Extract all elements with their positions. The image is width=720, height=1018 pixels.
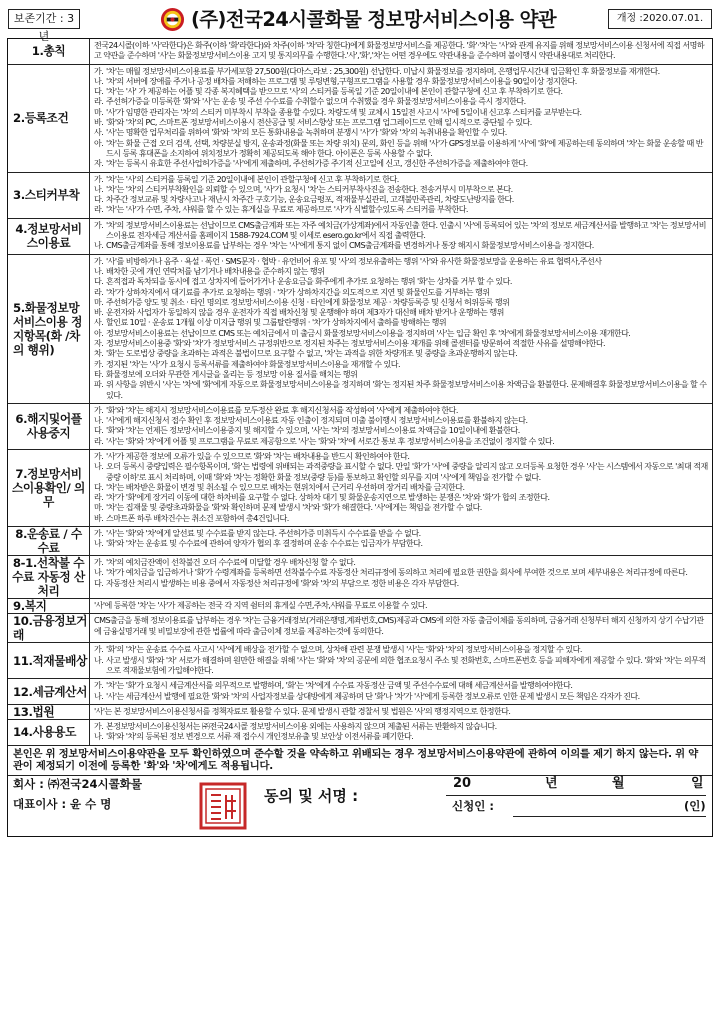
clause-item <box>94 681 708 691</box>
section-label: 5.화물정보망 서비스이용 정지항목(화 /차의 행위) <box>8 255 90 403</box>
section-label: 4.정보망서비 스이용료 <box>8 219 90 254</box>
clause-item <box>94 426 708 436</box>
section-row <box>8 705 712 720</box>
section-content <box>90 599 712 613</box>
clause-marker: 바. <box>94 118 104 128</box>
section-label: 3.스티커부착 <box>8 173 90 218</box>
seal-mark: (인) <box>684 798 706 813</box>
clause-item <box>94 601 708 611</box>
clause-text: '사'에 등록한 '차'는 '사'가 제공하는 전국 각 지역 쉼터의 휴게실 수면,주차,샤워를 무료로 이용할 수 있다. <box>94 601 428 611</box>
clause-item <box>94 77 708 87</box>
clause-item <box>94 175 708 185</box>
clause-item <box>94 139 708 160</box>
clause-item <box>94 416 708 426</box>
clause-text: 스마트폰 하루 배차건수는 취소건 포함하여 총4건입니다. <box>106 513 289 523</box>
clause-item <box>94 732 708 742</box>
clause-marker: 다. <box>94 195 104 205</box>
clause-marker: 나. <box>94 241 104 251</box>
clause-text: '차'는 '화'가 요청시 세금계산서를 의무적으로 발행하며, '화'는 '차'에게 수수료 자동정산 금액 및 주선수수료에 대해 세금계산서를 발행하여야한다. <box>106 681 573 691</box>
clause-text: '화'와 '차'는 운송료 및 수수료에 관하여 양자가 협의 후 결정하며 운송 수수료는 입금자가 부담한다. <box>106 539 423 549</box>
section-row <box>8 643 712 679</box>
clause-text: '사'는 '화'와 '차'에게 알선료 및 수수료를 받지 않는다. 주선허가증 미취득시 수수료를 받을 수 없다. <box>106 529 421 539</box>
clause-text: '사'가 임명한 관리자는 '차'의 스티커 미부착시 부착을 종용할 수있다. 차량도색 및 교체시 15일전 사고시 '사'에 5일이내 신고후 스티커를 교부받는다. <box>106 107 582 117</box>
clause-item <box>94 159 708 169</box>
clause-item <box>94 288 708 298</box>
clause-item <box>94 257 708 267</box>
clause-text: '사'가 제공한 정보에 오류가 있을 수 있으므로 '화'와 '차'는 배차내용을 반드시 확인하여야 한다. <box>106 451 410 461</box>
clause-text: 화물정보에 오더와 무관한 게시글을 올리는 등 정보망 이용 질서를 해치는 행위 <box>106 369 358 379</box>
clause-marker: 나. <box>94 655 104 665</box>
clause-item <box>94 529 708 539</box>
clause-text: '화'와 '차'의 등록된 정보 변경으로 서류 재 접수시 개인정보유출 및 보안상 이전서류를 폐기한다. <box>106 732 414 742</box>
clause-text: 차주간 정보교류 및 차량사고나 재난시 차주간 구호기능, 운송요금평포, 적재물부실관리, 고객불만족관리, 차량도난방지를 한다. <box>106 195 514 205</box>
clause-marker: 아. <box>94 138 104 148</box>
clause-item <box>94 67 708 77</box>
signature-area <box>8 776 712 836</box>
section-label: 10.금융정보거 래 <box>8 614 90 642</box>
company-name: 회사 : ㈜전국24시콜화물 <box>13 776 142 791</box>
clause-item <box>94 277 708 287</box>
clause-text: '화'의 '차'는 운송료 수수료 사고시 '사'에게 배상을 전가할 수 없으며, 상차해 관련 분쟁 발생시 '사'는 '화'와 '차'의 정보망서비스이용을 정지할 수 있다. <box>106 645 582 655</box>
section-label: 7.정보망서비 스이용확인/ 의무 <box>8 450 90 526</box>
clause-text: 주선허가증을 미등록한 '화'와 '사'는 운송 및 주선 수수료를 수취할수 없으며 수취했을 경우 화물정보망서비스이용을 즉시 정지한다. <box>106 97 526 107</box>
section-row <box>8 527 712 556</box>
clause-marker: 가. <box>94 681 104 691</box>
clause-marker: 나. <box>94 266 104 276</box>
clause-marker: 차. <box>94 349 104 359</box>
clause-item <box>94 539 708 549</box>
clause-item <box>94 97 708 107</box>
clause-item <box>94 267 708 277</box>
clause-item <box>94 108 708 118</box>
section-content <box>90 450 712 526</box>
date-month-label: 월 <box>612 775 625 791</box>
company-logo-icon <box>160 7 185 32</box>
clause-item <box>94 380 708 401</box>
clause-marker: 라. <box>94 493 104 503</box>
clause-marker: 마. <box>94 503 104 513</box>
section-row <box>8 720 712 746</box>
section-label: 8-1.선착불 수 수료 자동정 산 처리 <box>8 556 90 598</box>
section-row <box>8 614 712 643</box>
section-content <box>90 556 712 598</box>
section-content <box>90 404 712 449</box>
clause-text: 사고 발생시 '화'와 '차' 서로가 해결하며 원만한 해결을 위해 '사'는 '화'와 '차'의 공문에 의한 협조요청시 주소 및 전화번호, 스마트폰번호 등을 피해자에게 제공할 수 있다. '화'와 '차'는 의무적으로 적재물보험에 가입해야한다. <box>106 655 706 675</box>
clause-text: 주선허가증 양도 및 취소 · 타인 명의로 정보망서비스이용 신청 · 타인에게 화물정보 제공 · 차량등록증 및 신청서 허위등록 행위 <box>106 297 510 307</box>
clause-item <box>94 692 708 702</box>
clause-text: 본정보망서비스이용신청서는 ㈜전국24시콜 정보망서비스이용 외에는 사용하지 않으며 제출된 서류는 반환하지 않습니다. <box>106 722 497 732</box>
clause-item <box>94 308 708 318</box>
clause-marker: 가. <box>94 220 104 230</box>
clause-text: CMS출금계좌를 통해 정보이용료를 납부하는 경우 '차'는 '사'에게 통지 없이 CMS출금계좌를 변경하거나 통장 해지시 화물정보망서비스이용을 정지한다. <box>106 241 594 251</box>
clause-text: 정보망서비스이용료는 선납이므로 CMS 또는 예치금에서 미 출금시 화물정보망서비스이용을 정지하며 '사'는 입금 확인 후 '차'에게 화물정보망서비스이용 재개한다. <box>106 328 631 338</box>
clause-text: 혼적접과 독차되을 동시에 접고 상차지에 들어가거나 운송요금을 화주에게 추가로 요청하는 행위 '화'는 상차를 거부 할 수 있다. <box>106 277 512 287</box>
ceo-name: 대표이사 : 윤 수 명 <box>13 796 112 811</box>
clause-marker: 라. <box>94 436 104 446</box>
clause-item <box>94 452 708 462</box>
clause-marker: 나. <box>94 462 104 472</box>
clause-marker: 라. <box>94 205 104 215</box>
clause-marker: 라. <box>94 287 104 297</box>
clause-text: 할인료 10일 · 운송료 1개월 이상 미지급 행위 및 그룹탈란행위 · '차'가 상하차지에서 출하를 방해하는 행위 <box>106 318 447 328</box>
clause-text: '사'를 비방하거나 음주 · 욕설 · 폭언 · SMS문자 · 협박 · 유언비어 유포 및 '사'의 정보유출하는 행위 '사'와 유사한 화물정보망을 운용하는 유료 협력사,주선사 <box>106 256 602 266</box>
section-label: 11.적재물배상 <box>8 643 90 678</box>
date-prefix: 20 <box>453 775 472 791</box>
clause-text: '사'는 본 정보망서비스이용신청서를 정책자료로 활용할 수 있다. 문제 발생시 관할 경찰서 및 법원은 '사'의 행정지역으로 한정한다. <box>94 706 511 716</box>
date-underline <box>446 795 706 796</box>
clause-item <box>94 298 708 308</box>
section-row <box>8 65 712 173</box>
clause-marker: 다. <box>94 426 104 436</box>
document-title: (주)전국24시콜화물 정보망서비스이용 약관 <box>191 8 556 31</box>
retention-period: 보존기간 : 3년 <box>8 9 80 29</box>
section-row <box>8 173 712 219</box>
clause-text: '사'는 '화'와 '차'에게 어플 및 프로그램을 무료로 제공함으로 '사'는 '화'와 '차'에 서로간 통보 후 정보망서비스이용을 조건없이 정지할 수 있다. <box>106 436 555 446</box>
clause-item <box>94 437 708 447</box>
section-label: 12.세금계산서 <box>8 679 90 704</box>
section-content <box>90 219 712 254</box>
section-row <box>8 450 712 527</box>
clause-item <box>94 503 708 513</box>
clause-item <box>94 195 708 205</box>
clause-item <box>94 339 708 349</box>
section-content <box>90 679 712 704</box>
clause-text: '사'에게 해지신청서 접수 확인 후 정보망서비스이용료 자동 인출이 정지되며 미출 불이행시 정보망서비스이용료를 환불하지 않는다. <box>106 416 528 426</box>
section-row <box>8 219 712 255</box>
clause-marker: 자. <box>94 339 104 349</box>
clause-item <box>94 514 708 524</box>
clause-text: 정지된 '차'는 '사'가 요청시 등록서류를 제출하여야 화물정보망서비스이용을 재개할 수 있다. <box>106 359 400 369</box>
section-row <box>8 255 712 404</box>
clause-text: '차'의 정보망서비스이용료는 선납이므로 CMS출금계좌 또는 자주 예치금(가상계좌)에서 자동인출 한다. 인출시 '사'에 등록되어 있는 '차'의 정보로 세금계산서를 발행하고 '차'는 정보망서비스이용료 전자세금 계산서를 홈페이지 1588-7924.COM 및 이세로 esero.go.kr에서 직접 출력한다. <box>106 220 706 241</box>
company-seal-icon <box>198 781 248 831</box>
section-row <box>8 39 712 65</box>
clause-marker: 라. <box>94 97 104 107</box>
clause-text: '사'는 세금계산서 발행에 필요한 '화'와 '차'의 사업자정보를 상대방에게 제공하며 단 '화'나 '차'가 '사'에게 등록한 정보오류로 인한 문제 발생시 모든 책임은 각자가 진다. <box>106 691 640 701</box>
clause-text: 정보망서비스이용중 '화'와 '차'가 정보망서비스 규정위반으로 정지된 차주는 정보망서비스이용 재개를 위해 콜센터를 방문하여 적절한 사유를 설명해야한다. <box>106 339 606 349</box>
clause-item <box>94 318 708 328</box>
clause-marker: 사. <box>94 128 104 138</box>
agreement-statement: 본인은 위 정보망서비스이용약관을 모두 확인하였으며 준수할 것을 약속하고 위배되는 경우 정보망서비스이용약관에 관하여 이의를 제기 하지 않는다. 위 약관이 제정되기 이전에 등록한 '화'와 '차'에게도 적용됩니다. <box>8 746 712 776</box>
clause-marker: 나. <box>94 76 104 86</box>
section-content <box>90 39 712 64</box>
clause-text: 전국24시콜(이하 '사'라한다)은 화주(이하 '화'라한다)와 차주(이하 '차'라 칭한다)에게 화물정보망서비스를 제공한다. '화'·'차'는 '사'와 관계 유지를 위해 정보망서비스이용 신청서에 직접 서명하고 약관을 준수하며 '사'는 화물정보망서비스이용 고지 및 통지의무를 수행한다.'사','화','차'는 어떤 경우에도 약관내용을 준수하며 불이행시 약관내용대로 처리한다. <box>94 41 705 61</box>
clause-text: '차'는 배차받은 화물이 변경 및 취소될 수 있으므로 배차는 현위치에서 근거리 우선하며 장거리 배차를 금지한다. <box>106 482 465 492</box>
clause-item <box>94 656 708 677</box>
clause-marker: 마. <box>94 297 104 307</box>
clause-marker: 바. <box>94 513 104 523</box>
clause-item <box>94 558 708 568</box>
section-label: 2.등록조건 <box>8 65 90 172</box>
clause-item <box>94 329 708 339</box>
clause-text: 위 사항을 위반시 '사'는 '차'에 '화'에게 자동으로 화물정보망서비스이용을 정지하며 '화'는 정지된 차주 화물정보망서비스이용 차액금을 환불한다. 문제해결후 화물정보망서비스이용을 할 수 있다. <box>106 380 707 400</box>
section-content <box>90 643 712 678</box>
clause-text: '차'는 '차'의 스티커부착확인을 의뢰할 수 있으며, '사'가 요청시 '차'는 스티커부착사진을 전송한다. 전송거부시 미부착으로 본다. <box>106 184 513 194</box>
clause-marker: 나. <box>94 732 104 742</box>
clause-marker: 가. <box>94 256 104 266</box>
clause-item <box>94 493 708 503</box>
clause-text: 자동정산 처리시 발생하는 비용 중에서 자동정산 처리규정에 '화'와 '차'의 부담으로 정한 비용은 각자 부담한다. <box>106 578 459 588</box>
revision-date: 개정 :2020.07.01. <box>608 9 712 29</box>
clause-item <box>94 707 708 717</box>
clause-item <box>94 462 708 483</box>
section-row <box>8 404 712 450</box>
clause-item <box>94 118 708 128</box>
applicant-underline <box>513 816 706 817</box>
clause-text: '차'는 '사' 가 제공하는 어플 및 각종 복지혜택을 받으므로 '사'의 스티커를 등록일 기준 20일이내에 본인이 관할구청에 신고 후 부착하기로 한다. <box>106 87 563 97</box>
section-content <box>90 527 712 555</box>
section-content <box>90 614 712 642</box>
clause-item <box>94 128 708 138</box>
clause-marker: 가. <box>94 645 104 655</box>
clause-text: '차'는 '사'의 스티커를 등록일 기준 20일이내에 본인이 관할구청에 신고 후 부착하기로 한다. <box>106 174 399 184</box>
clause-text: '차'는 등록시 유효한 주선사업허가증을 '사'에게 제출하며, 주선허가증 주기적 신고일에 신고, 갱신한 주선허가증을 제출하여야 한다. <box>106 159 528 169</box>
clause-text: '차'는 매월 정보망서비스이용료를 부가세포함 27,500원(다마스,라보 : 25,300원) 선납한다. 미납시 화물정보를 정지하며, 은행업무시간내 입금확인 후 화물정보를 재개한다. <box>106 66 660 76</box>
section-content <box>90 65 712 172</box>
section-label: 9.복지 <box>8 599 90 613</box>
clause-marker: 가. <box>94 558 104 568</box>
clause-item <box>94 241 708 251</box>
clause-marker: 나. <box>94 568 104 578</box>
clause-marker: 마. <box>94 107 104 117</box>
section-label: 13.법원 <box>8 705 90 719</box>
clause-marker: 가. <box>94 174 104 184</box>
clause-item <box>94 370 708 380</box>
clause-text: '차'는 '사'가 수면, 주차, 샤워를 할 수 있는 휴게실을 무료로 제공하므로 '사'가 식별할수있도록 스티커를 부착한다. <box>106 205 468 215</box>
clause-marker: 나. <box>94 416 104 426</box>
clause-item <box>94 41 708 62</box>
clause-item <box>94 349 708 359</box>
clause-text: 오더 등록시 중량입력은 필수항목이며, '화'는 법령에 위배되는 과적중량을 표시할 수 없다. 만일 '화'가 '사'에 중량을 알리지 않고 오더등록 요청한 경우 '사'는 시스템에서 자동으로 '최대 적재중량 이하'로 표시 처리하며, 이때 '화'와 '차'는 정확한 화물 정보(중량 등)를 통보하고 확인할 의무를 지며 '사'에게 책임을 전가할 수 없다. <box>106 462 708 482</box>
clause-item <box>94 616 708 637</box>
clause-marker: 가. <box>94 722 104 732</box>
clause-text: '차'의 서버에 장애를 주거나 공정 배차를 저해하는 프로그램 및 루팅변형,구형프로그램을 사용할 경우 화물정보망서비스이용을 90일이상 정지한다. <box>106 76 577 86</box>
clause-text: '사'는 명확한 업무처리를 위하여 '화'와 '차'의 모든 통화내용을 녹취하며 분쟁시 '사'가 '화'와 '차'의 녹취내용을 확인할 수 있다. <box>106 128 507 138</box>
section-label: 14.사용용도 <box>8 720 90 745</box>
clause-text: '차'는 화물 근접 오더 검색, 선택, 차량분실 방지, 운송과정(화물 또는 차량 위치) 문의, 화인 등을 위해 '사'가 GPS정보를 이용하게 '사'에 '화'에 제공하는데 동의하며 '차'는 화물 운송할 때 반드시 등록 휴대폰을 소지하여 위치정보가 정확히 제공되도록 해야 한다. 아이폰은 등록 사용할 수 없다. <box>106 138 703 158</box>
section-label: 1.총칙 <box>8 39 90 64</box>
clause-text: 운전자와 사업자가 동일하지 않을 경우 운전자가 직접 배차신청 및 운행해야 하며 제3자가 대신해 배차 받거나 운행하는 행위 <box>106 308 504 318</box>
clause-item <box>94 483 708 493</box>
clause-marker: 자. <box>94 159 104 169</box>
clause-marker: 사. <box>94 318 104 328</box>
clause-item <box>94 360 708 370</box>
section-row <box>8 556 712 599</box>
clause-marker: 나. <box>94 539 104 549</box>
applicant-label: 신청인 : <box>452 798 494 813</box>
clause-marker: 다. <box>94 277 104 287</box>
header <box>8 7 712 43</box>
clause-text: '화'와 '차'는 해지시 정보망서비스이용료를 모두정산 완료 후 해지신청서를 작성하여 '사'에게 제출하여야 한다. <box>106 405 458 415</box>
consent-signature-label: 동의 및 서명 : <box>264 786 359 805</box>
clause-text: '차'가 예치금을 입금하거나 '화'가 수령계좌를 등록하면 선착불수수료 자동정산 처리규정에 동의하고 처리에 필요한 권한을 회사에 부여한 것으로 보며 세부내용은 처리규정에 따른다. <box>106 568 688 578</box>
section-content <box>90 720 712 745</box>
clause-item <box>94 568 708 578</box>
clause-marker: 나. <box>94 691 104 701</box>
clause-text: '화'와 '차'는 언제든 정보망서비스이용중지 및 해지할 수 있으며, '사'는 '차'의 정보망서비스이용료 차액금을 10일이내에 환불한다. <box>106 426 520 436</box>
clause-item <box>94 645 708 655</box>
clause-item <box>94 185 708 195</box>
date-year-label: 년 <box>545 775 558 791</box>
clause-marker: 파. <box>94 380 104 390</box>
clause-item <box>94 221 708 242</box>
clause-marker: 가. <box>94 451 104 461</box>
clause-item <box>94 406 708 416</box>
section-label: 8.운송료 / 수수료 <box>8 527 90 555</box>
date-day-label: 일 <box>691 775 704 791</box>
clause-text: '화'는 도로법상 중량을 초과하는 과적은 불법이므로 요구할 수 없고, '차'는 과적을 위한 차량개조 및 중량을 초과운행하지 않는다. <box>106 349 518 359</box>
clause-item <box>94 87 708 97</box>
clause-text: '화'와 '차'의 PC, 스마트폰 정보망서비스이용시 전산공급 및 서비스향상 또는 프로그램 업그레이드로 인해 일시적으로 중단될 수 있다. <box>106 118 532 128</box>
clause-marker: 가. <box>94 405 104 415</box>
section-content <box>90 705 712 719</box>
clause-text: CMS출금을 통해 정보이용료를 납부하는 경우 '차'는 금융거래정보(거래은행명,계좌번호,CMS)제공과 CMS에 의한 자동 출금이체를 동의하며, 금융거래 신청부터 해지 신청까지 상기 수납기관에 금융실명거래 및 비밀보장에 관한 법률에 따라 출금이체 정보를 제공하는것에 동의한다. <box>94 616 704 636</box>
clause-marker: 타. <box>94 369 104 379</box>
section-content <box>90 173 712 218</box>
terms-table <box>7 38 713 837</box>
section-row <box>8 679 712 705</box>
clause-marker: 아. <box>94 328 104 338</box>
clause-marker: 다. <box>94 482 104 492</box>
clause-text: '차'가 '화'에게 장거리 이동에 대한 하차비를 요구할 수 없다. 상하차 대기 및 화물운송지연으로 발생하는 분쟁은 '차'와 '화'가 합의 조정한다. <box>106 493 550 503</box>
section-content <box>90 255 712 403</box>
section-label: 6.해지및어플 사용중지 <box>8 404 90 449</box>
clause-marker: 다. <box>94 87 104 97</box>
clause-text: '차'는 집재물 및 중량초과화물을 '화'와 확인하며 문제 발생시 '차'와 '화'가 해결한다. '사'에게는 책임을 전가할 수 없다. <box>106 503 482 513</box>
clause-item <box>94 722 708 732</box>
clause-marker: 다. <box>94 578 104 588</box>
clause-marker: 나. <box>94 184 104 194</box>
clause-marker: 카. <box>94 359 104 369</box>
clause-marker: 가. <box>94 529 104 539</box>
clause-item <box>94 205 708 215</box>
clause-text: '차'의 예치금잔액이 선착불건 오더 수수료에 미달할 경우 배차신청 할 수 없다. <box>106 558 356 568</box>
clause-text: '차'가 상하차지에서 대기료를 추가로 요청하는 행위 · '차'가 상하차지간을 의도적으로 지연 및 화물인도를 거부하는 행위 <box>106 287 490 297</box>
clause-item <box>94 579 708 589</box>
section-row <box>8 599 712 614</box>
clause-marker: 가. <box>94 66 104 76</box>
clause-marker: 바. <box>94 308 104 318</box>
clause-text: 배차한 곳에 개인 연락처를 남기거나 배차내용을 준수하지 않는 행위 <box>106 266 325 276</box>
